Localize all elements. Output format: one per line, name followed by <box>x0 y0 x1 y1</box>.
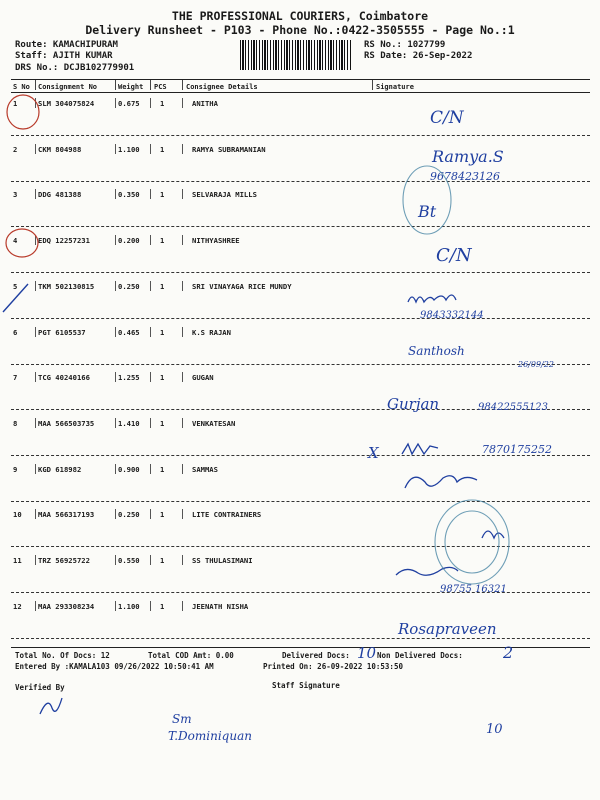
signature-row-4: C/N <box>436 245 472 266</box>
cell-weight: 1.255 <box>118 373 140 383</box>
signature-row-7-phone: 98422555123 <box>478 402 548 413</box>
signature-row-12-phone: 98755 16321 <box>440 584 507 595</box>
signature-row-12-name: Rosapraveen <box>398 620 497 638</box>
cell-pcs: 1 <box>160 190 165 200</box>
verified-by-label: Verified By <box>15 683 65 692</box>
signature-row-8-mark: X <box>368 444 379 462</box>
staff-signature-label: Staff Signature <box>272 681 340 690</box>
signature-row-3: Bt <box>418 202 437 221</box>
cell-sno: 5 <box>13 281 18 291</box>
bottom-handwriting-2: T.Dominiquan <box>168 729 252 743</box>
cell-pcs: 1 <box>160 373 165 383</box>
cell-weight: 0.250 <box>118 510 140 520</box>
cell-sno: 7 <box>13 373 18 383</box>
signature-row-6-date: 26/09/22 <box>518 360 554 369</box>
tick-mark-row-5 <box>3 281 28 312</box>
drs-label: DRS No.: DCJB102779901 <box>15 63 135 73</box>
signature-row-5-script <box>408 295 456 302</box>
signature-row-2-name: Ramya.S <box>432 147 504 166</box>
staff-label: Staff: AJITH KUMAR <box>15 51 113 61</box>
delivered-docs-value: 10 <box>357 644 377 662</box>
signature-row-10-script <box>482 531 504 538</box>
cell-pcs: 1 <box>160 601 165 611</box>
cell-consignee: SRI VINAYAGA RICE MUNDY <box>192 281 292 291</box>
entered-by: Entered By :KAMALA103 09/26/2022 10:50:41 AM <box>15 662 214 671</box>
cell-pcs: 1 <box>160 327 165 337</box>
cell-consignment: EDQ 12257231 <box>38 236 90 246</box>
printed-on: Printed On: 26-09-2022 10:53:50 <box>263 662 403 671</box>
total-cod: Total COD Amt: 0.00 <box>148 651 234 660</box>
delivered-docs-label: Delivered Docs: <box>282 651 350 660</box>
cell-sno: 10 <box>13 510 22 520</box>
total-docs: Total No. Of Docs: 12 <box>15 651 110 660</box>
cell-weight: 1.100 <box>118 144 140 154</box>
signature-row-9-script <box>405 476 477 488</box>
cell-sno: 6 <box>13 327 18 337</box>
circle-mark-row-1 <box>7 95 39 129</box>
bottom-handwriting-1: Sm <box>172 712 192 726</box>
col-weight: Weight <box>118 83 144 91</box>
cell-pcs: 1 <box>160 510 165 520</box>
cell-sno: 2 <box>13 144 18 154</box>
signature-row-6-name: Santhosh <box>408 344 465 358</box>
rs-date: RS Date: 26-Sep-2022 <box>364 51 473 61</box>
cell-consignment: TRZ 56925722 <box>38 556 90 565</box>
cell-consignee: GUGAN <box>192 373 214 383</box>
cell-sno: 11 <box>13 556 22 565</box>
cell-weight: 0.250 <box>118 281 140 291</box>
cell-consignment: MAA 566503735 <box>38 418 95 428</box>
signature-row-7-name: Gurjan <box>387 395 440 413</box>
cell-consignee: SELVARAJA MILLS <box>192 190 257 200</box>
cell-consignee: VENKATESAN <box>192 418 236 428</box>
col-sno: S No <box>13 83 30 91</box>
cell-consignee: ANITHA <box>192 99 218 108</box>
cell-consignee: K.S RAJAN <box>192 327 231 337</box>
cell-weight: 0.675 <box>118 99 140 108</box>
col-pcs: PCS <box>154 83 167 91</box>
cell-weight: 1.410 <box>118 418 140 428</box>
cell-consignment: TCG 40240166 <box>38 373 90 383</box>
non-delivered-docs-value: 2 <box>503 643 514 662</box>
cell-consignment: SLM 304075824 <box>38 99 95 108</box>
cell-consignment: MAA 566317193 <box>38 510 95 520</box>
cell-weight: 0.200 <box>118 236 140 246</box>
col-consignment: Consignment No <box>38 83 98 91</box>
cell-weight: 1.100 <box>118 601 140 611</box>
cell-consignee: SAMMAS <box>192 464 218 474</box>
cell-consignment: MAA 293308234 <box>38 601 95 611</box>
rs-number: RS No.: 1027799 <box>364 40 446 50</box>
cell-pcs: 1 <box>160 418 165 428</box>
bottom-handwriting-3: 10 <box>486 722 503 737</box>
company-title: THE PROFESSIONAL COURIERS, Coimbatore <box>171 9 429 23</box>
col-signature: Signature <box>376 83 414 91</box>
signature-row-1: C/N <box>430 108 464 128</box>
cell-consignment: CKM 804988 <box>38 144 82 154</box>
signature-row-8-phone: 7870175252 <box>482 443 552 456</box>
cell-sno: 3 <box>13 190 18 200</box>
cell-weight: 0.900 <box>118 464 140 474</box>
cell-pcs: 1 <box>160 99 165 108</box>
cell-weight: 0.550 <box>118 556 140 565</box>
cell-consignment: TKM 502130815 <box>38 281 95 291</box>
cell-consignee: JEENATH NISHA <box>192 601 249 611</box>
signature-row-5-phone: 9843332144 <box>420 310 484 321</box>
cell-pcs: 1 <box>160 281 165 291</box>
cell-sno: 12 <box>13 601 22 611</box>
cell-pcs: 1 <box>160 556 165 565</box>
cell-sno: 9 <box>13 464 18 474</box>
cell-weight: 0.465 <box>118 327 140 337</box>
stamp-mark <box>403 166 509 584</box>
cell-consignment: DDG 481388 <box>38 190 82 200</box>
cell-weight: 0.350 <box>118 190 140 200</box>
cell-pcs: 1 <box>160 236 165 246</box>
cell-sno: 1 <box>13 99 18 108</box>
verified-signature <box>40 698 62 714</box>
route-label: Route: KAMACHIPURAM <box>15 40 118 50</box>
runsheet-subtitle: Delivery Runsheet - P103 - Phone No.:0422-3505555 - Page No.:1 <box>85 23 515 37</box>
non-delivered-docs-label: Non Delivered Docs: <box>377 651 463 660</box>
signature-row-8-script <box>402 444 438 454</box>
cell-sno: 8 <box>13 418 18 428</box>
cell-consignee: RAMYA SUBRAMANIAN <box>192 144 266 154</box>
cell-consignment: PGT 6105537 <box>38 327 86 337</box>
signature-row-2-phone: 9678423126 <box>430 170 500 183</box>
cell-pcs: 1 <box>160 464 165 474</box>
cell-consignee: SS THULASIMANI <box>192 556 253 565</box>
cell-consignee: LITE CONTRAINERS <box>192 510 262 520</box>
cell-consignee: NITHYASHREE <box>192 236 240 246</box>
col-consignee: Consignee Details <box>186 83 258 91</box>
cell-consignment: KGD 618982 <box>38 464 82 474</box>
cell-pcs: 1 <box>160 144 165 154</box>
circle-mark-row-4 <box>6 229 38 257</box>
cell-sno: 4 <box>13 236 18 246</box>
